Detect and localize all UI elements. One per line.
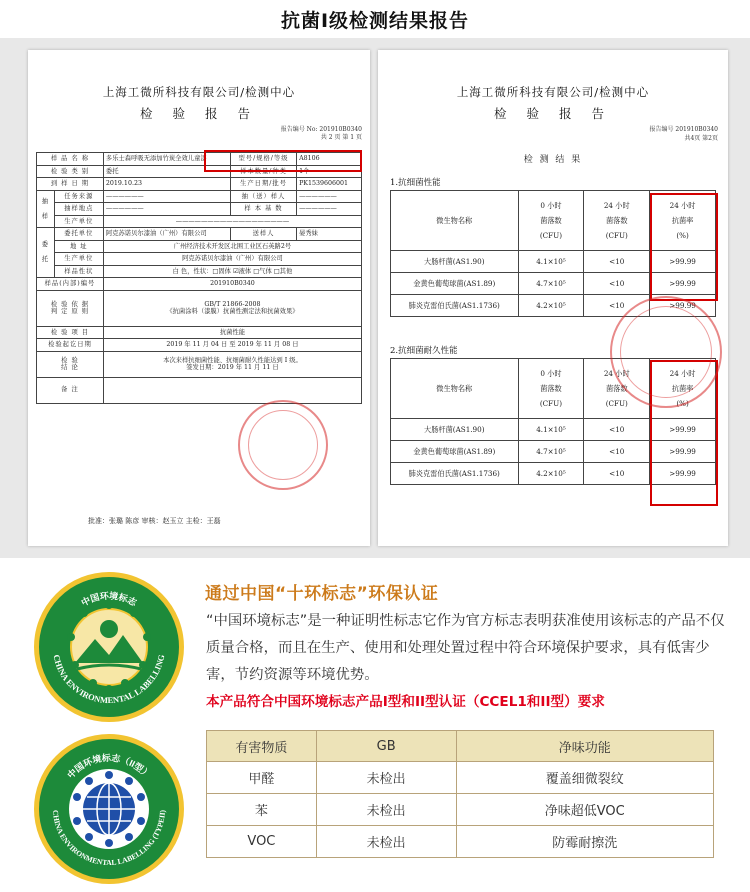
table-cell: <10 (584, 463, 650, 485)
column-header: 24 小时 菌落数 (CFU) (584, 359, 650, 419)
report-number-2: 报告编号 201910B0340 (649, 126, 718, 133)
field-value: GB/T 21866-2008 《抗菌涂料（漆膜）抗菌性测定法和抗菌效果》 (103, 290, 361, 326)
highlight-rate-box-1 (650, 193, 718, 301)
field-value: —————— (103, 203, 230, 216)
column-header: 微生物名称 (391, 191, 519, 251)
field-label: 样 品 名 称 (37, 153, 104, 166)
table-cell: 4.2×10⁵ (518, 295, 584, 317)
info-row (37, 190, 362, 203)
column-header: 净味功能 (456, 731, 713, 762)
field-value: A8106 (297, 153, 362, 166)
field-value: 201910B0340 (103, 278, 361, 291)
field-value: —————— (297, 190, 362, 203)
table-cell: >99.99 (650, 295, 716, 317)
table-cell: 4.7×10⁵ (518, 441, 584, 463)
table-cell: 未检出 (316, 794, 456, 826)
info-row (37, 339, 362, 352)
china-environmental-label-type2-logo (34, 734, 184, 884)
column-header: 0 小时 菌落数 (CFU) (518, 191, 584, 251)
field-label: 生产单位 (54, 215, 103, 228)
table-cell: <10 (584, 251, 650, 273)
table-cell: 大肠杆菌(AS1.90) (391, 251, 519, 273)
signature-line: 批准：张璐 陈彦 审核：赵玉立 主检：王磊 (88, 517, 221, 525)
table-cell: 肺炎克雷伯氏菌(AS1.1736) (391, 295, 519, 317)
table-cell: VOC (207, 826, 317, 858)
field-label: 样 本 基 数 (230, 203, 296, 216)
report-title: 检 验 报 告 (140, 106, 258, 121)
highlight-model-box (204, 150, 362, 172)
info-row (37, 253, 362, 266)
field-value: 委托 (103, 165, 230, 178)
field-label: 型号/规格/等级 (230, 153, 296, 166)
side-label: 抽 样 (37, 190, 55, 228)
table-cell: >99.99 (650, 441, 716, 463)
table-row (207, 826, 714, 858)
column-header: 0 小时 菌落数 (CFU) (518, 359, 584, 419)
field-label: 备 注 (37, 377, 104, 403)
sun-icon (100, 620, 118, 638)
certification-requirement: 本产品符合中国环境标志产品I型和II型认证（CCEL1和II型）要求 (206, 694, 605, 710)
field-label: 抽样地点 (54, 203, 103, 216)
certification-heading: 通过中国“十环标志”环保认证 (205, 584, 439, 604)
logo2-bottom-text: CHINA ENVIRONMENTAL LABELLING (TYPEII) (50, 809, 168, 868)
field-label: 送样人 (230, 228, 296, 241)
column-header: 24 小时 抗菌率 (%) (650, 359, 716, 419)
table-cell: >99.99 (650, 251, 716, 273)
table-cell: 4.2×10⁵ (518, 463, 584, 485)
table-cell: 4.1×10⁵ (518, 419, 584, 441)
field-label: 地 址 (54, 240, 103, 253)
company-name-2: 上海工微所科技有限公司/检测中心 (456, 85, 650, 99)
table-cell: 大肠杆菌(AS1.90) (391, 419, 519, 441)
column-header: 24 小时 抗菌率 (%) (650, 191, 716, 251)
table-cell: 苯 (207, 794, 317, 826)
info-row (37, 265, 362, 278)
logo2-top-text: 中国环境标志（II型） (65, 752, 153, 781)
table-cell: 未检出 (316, 762, 456, 794)
table-cell: 4.1×10⁵ (518, 251, 584, 273)
field-label: 样品(内部)编号 (37, 278, 104, 291)
field-value (103, 377, 361, 403)
table-cell: <10 (584, 441, 650, 463)
sample-info-table (36, 152, 362, 404)
field-label: 样本数量/种类 (230, 165, 296, 178)
field-value: 1个 (297, 165, 362, 178)
field-value: 广州经济技术开发区北围工业区石英路2号 (103, 240, 361, 253)
table-cell: 肺炎克雷伯氏菌(AS1.1736) (391, 463, 519, 485)
field-label: 样品性状 (54, 265, 103, 278)
table-cell: <10 (584, 295, 650, 317)
company-name: 上海工微所科技有限公司/检测中心 (102, 85, 296, 99)
info-row (37, 326, 362, 339)
info-row (37, 290, 362, 326)
table-cell: <10 (584, 419, 650, 441)
results-heading: 检 测 结 果 (523, 155, 583, 165)
table-cell: 甲醛 (207, 762, 317, 794)
inspection-stamp (238, 400, 328, 490)
column-header: GB (316, 731, 456, 762)
table-cell: >99.99 (650, 273, 716, 295)
table-cell: 净味超低VOC (456, 794, 713, 826)
report-number: 报告编号 No: 201910B0340 (280, 126, 362, 133)
info-row (37, 178, 362, 191)
table-header-row (207, 731, 714, 762)
field-label: 检 验 类 别 (37, 165, 104, 178)
field-label: 任务来源 (54, 190, 103, 203)
field-value: 阿克苏诺贝尔漆油（广州）有限公司 (103, 228, 230, 241)
highlight-rate-box-2 (650, 360, 718, 506)
info-row (37, 203, 362, 216)
report-page-1 (28, 50, 370, 546)
report-page-2 (378, 50, 728, 546)
table-cell: 金黄色葡萄球菌(AS1.89) (391, 273, 519, 295)
table-cell: 防霉耐擦洗 (456, 826, 713, 858)
section-antibacterial: 1.抗细菌性能 (390, 178, 441, 188)
info-row (37, 240, 362, 253)
field-value: PK1539606001 (297, 178, 362, 191)
page-count: 共 2 页 第 1 页 (320, 134, 362, 141)
page-count-2: 共4页 第2页 (684, 135, 718, 142)
field-label: 生产日期/批号 (230, 178, 296, 191)
field-label: 检 验 项 目 (37, 326, 104, 339)
field-value: 多乐士森呼吸无添加竹炭全效儿童漆 (103, 153, 230, 166)
info-row (37, 377, 362, 403)
side-label: 委 托 (37, 228, 55, 278)
field-value: 2019 年 11 月 04 日 至 2019 年 11 月 08 日 (103, 339, 361, 352)
table-cell: >99.99 (650, 419, 716, 441)
field-value: —————————————————— (103, 215, 361, 228)
field-label: 生产单位 (54, 253, 103, 266)
info-row (37, 215, 362, 228)
field-label: 到 样 日 期 (37, 178, 104, 191)
field-value: 晏秀妹 (297, 228, 362, 241)
column-header: 有害物质 (207, 731, 317, 762)
table-cell: 金黄色葡萄球菌(AS1.89) (391, 441, 519, 463)
table-row (207, 762, 714, 794)
china-environmental-label-logo (34, 572, 184, 722)
table-cell: <10 (584, 273, 650, 295)
logo-top-text: 中国环境标志 (79, 590, 139, 609)
info-row (37, 278, 362, 291)
table-row (207, 794, 714, 826)
column-header: 24 小时 菌落数 (CFU) (584, 191, 650, 251)
field-value: 白 色，性状：□固体 ☑液体 □气体 □其他 (103, 265, 361, 278)
table-cell: 未检出 (316, 826, 456, 858)
harmful-substances-table (206, 730, 714, 858)
field-value: —————— (297, 203, 362, 216)
table-cell: >99.99 (650, 463, 716, 485)
table-cell: 4.7×10⁵ (518, 273, 584, 295)
field-value: 抗菌性能 (103, 326, 361, 339)
report-title-2: 检 验 报 告 (494, 106, 612, 121)
page-title: 抗菌I级检测结果报告 (280, 10, 470, 32)
field-label: 委托单位 (54, 228, 103, 241)
field-value: —————— (103, 190, 230, 203)
field-value: 阿克苏诺贝尔漆油（广州）有限公司 (103, 253, 361, 266)
field-value: 本次来样抗细菌性能、抗细菌耐久性能达到 I 级。 签发日期：2019 年 11 月 11 日 (103, 351, 361, 377)
info-row (37, 351, 362, 377)
info-row (37, 228, 362, 241)
field-label: 检 验 依 据 判 定 原 则 (37, 290, 104, 326)
field-label: 检验起讫日期 (37, 339, 104, 352)
table-cell: 覆盖细微裂纹 (456, 762, 713, 794)
field-label: 检 验 结 论 (37, 351, 104, 377)
section-durability: 2.抗细菌耐久性能 (390, 346, 458, 356)
logo-bottom-text: CHINA ENVIRONMENTAL LABELLING (51, 653, 167, 706)
column-header: 微生物名称 (391, 359, 519, 419)
certification-description: “中国环境标志”是一种证明性标志它作为官方标志表明获准使用该标志的产品不仅质量合格，而且在生产、使用和处理处置过程中符合环境保护要求，具有低害少害，节约资源等环境优势。 (206, 613, 725, 683)
field-value: 2019.10.23 (103, 178, 230, 191)
field-label: 抽（送）样人 (230, 190, 296, 203)
